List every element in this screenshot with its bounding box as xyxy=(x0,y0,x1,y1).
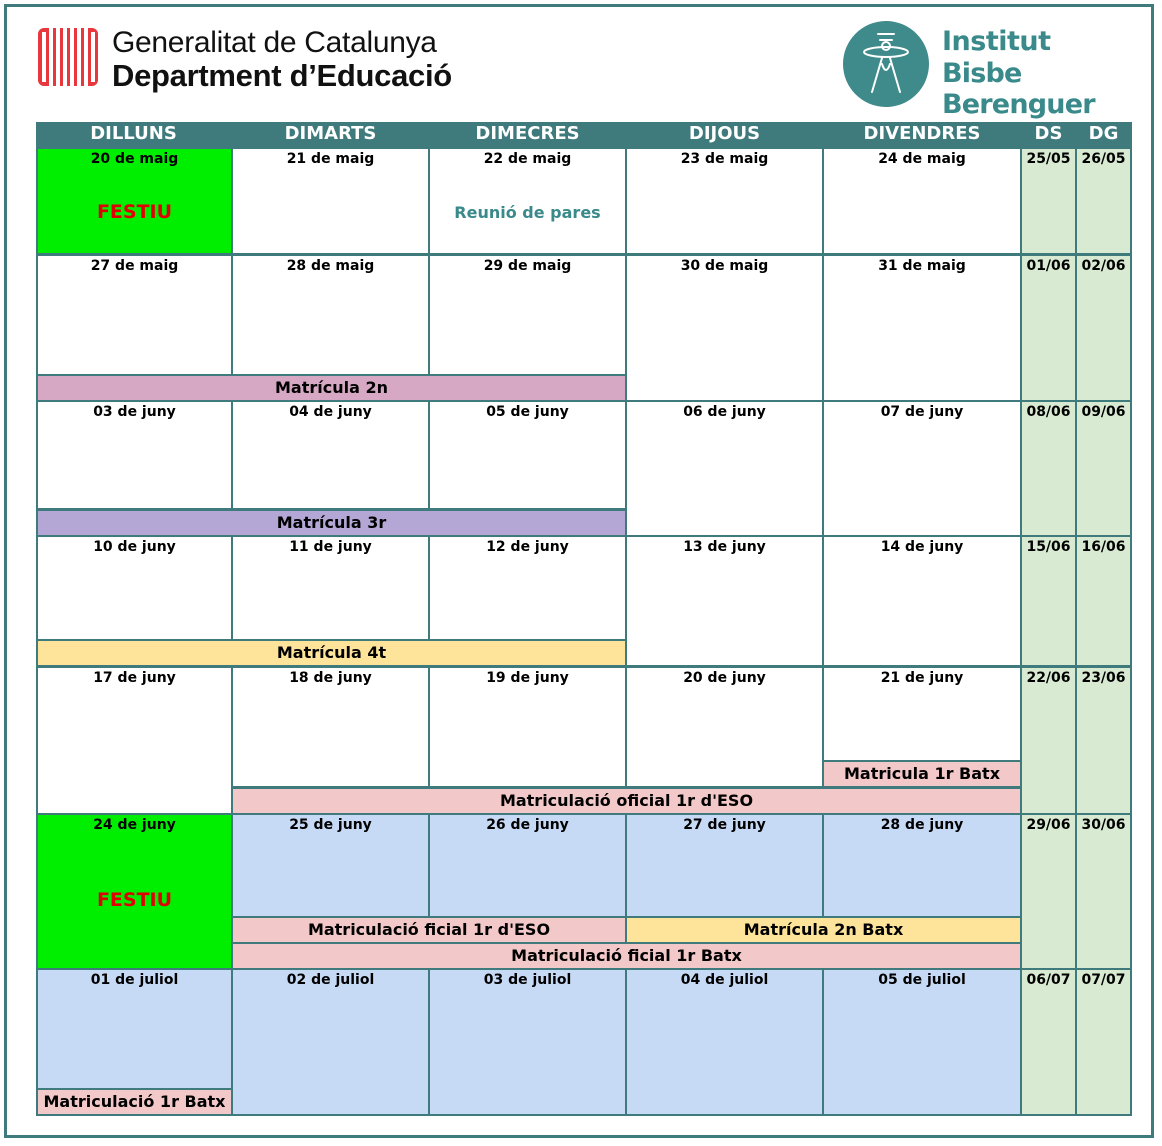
weekend-cell xyxy=(1077,668,1130,813)
institut-name: Bisbe Berenguer xyxy=(942,58,1095,120)
day-date: 02 de juliol xyxy=(286,972,375,988)
day-date: 27 de juny xyxy=(683,817,766,833)
day-date: 12 de juny xyxy=(486,539,569,555)
weekend-cell xyxy=(1077,256,1130,400)
day-date: 26/05 xyxy=(1081,151,1126,167)
matriculacio-oficial-1r-eso-bar: Matriculació oficial 1r d'ESO xyxy=(233,789,1020,813)
day-cell xyxy=(824,256,1020,400)
day-date: 18 de juny xyxy=(289,670,372,686)
matricula-2n-bar: Matrícula 2n xyxy=(38,376,625,400)
column-header-dimarts: DIMARTS xyxy=(233,122,428,146)
day-cell xyxy=(233,256,428,374)
weekend-cell xyxy=(1022,970,1075,1114)
day-cell xyxy=(38,815,231,968)
day-cell xyxy=(627,149,822,253)
department-name: Department d’Educació xyxy=(112,58,452,93)
matriculacio-1r-batx-bar: Matriculació 1r Batx xyxy=(38,1090,231,1114)
matricula-4t-bar: Matrícula 4t xyxy=(38,641,625,665)
day-cell xyxy=(233,149,428,253)
day-cell xyxy=(824,537,1020,665)
column-header-dilluns: DILLUNS xyxy=(36,122,231,146)
day-cell xyxy=(430,815,625,916)
matricula-1r-batx-bar: Matricula 1r Batx xyxy=(824,762,1020,786)
day-date: 27 de maig xyxy=(90,258,179,274)
day-cell xyxy=(430,149,625,253)
weekend-cell xyxy=(1077,402,1130,535)
day-date: 28 de juny xyxy=(880,817,964,833)
institut-logo-icon xyxy=(842,20,930,108)
day-date: 22 de maig xyxy=(483,151,572,167)
matricula-3r-bar: Matrícula 3r xyxy=(38,511,625,535)
day-date: 08/06 xyxy=(1026,404,1071,420)
weekend-cell xyxy=(1077,970,1130,1114)
day-cell xyxy=(627,402,822,535)
institut-label: Institut xyxy=(942,26,1051,57)
day-cell xyxy=(38,537,231,639)
day-date: 23/06 xyxy=(1081,670,1126,686)
day-cell xyxy=(824,402,1020,535)
day-cell xyxy=(38,402,231,508)
day-date: 15/06 xyxy=(1026,539,1071,555)
day-date: 06/07 xyxy=(1026,972,1071,988)
day-date: 29/06 xyxy=(1026,817,1071,833)
calendar-grid xyxy=(36,122,1132,1116)
weekend-cell xyxy=(1022,256,1075,400)
column-header-dimecres: DIMECRES xyxy=(430,122,625,146)
day-date: 10 de juny xyxy=(93,539,176,555)
day-date: 25 de juny xyxy=(289,817,372,833)
day-cell xyxy=(233,815,428,916)
generalitat-logo-icon xyxy=(36,22,100,90)
day-date: 25/05 xyxy=(1026,151,1071,167)
day-cell xyxy=(233,537,428,639)
day-cell xyxy=(627,537,822,665)
day-cell xyxy=(430,537,625,639)
day-date: 21 de juny xyxy=(880,670,964,686)
day-date: 03 de juny xyxy=(93,404,176,420)
day-cell xyxy=(38,668,231,813)
day-date: 31 de maig xyxy=(878,258,966,274)
day-cell xyxy=(233,402,428,508)
day-date: 04 de juliol xyxy=(680,972,769,988)
day-date: 01/06 xyxy=(1026,258,1071,274)
day-date: 07/07 xyxy=(1081,972,1126,988)
weekend-cell xyxy=(1022,815,1075,968)
day-date: 13 de juny xyxy=(683,539,766,555)
day-date: 17 de juny xyxy=(93,670,176,686)
day-cell xyxy=(824,815,1020,916)
matriculacio-ficial-1r-batx-bar: Matriculació ficial 1r Batx xyxy=(233,944,1020,968)
column-header-dg: DG xyxy=(1077,122,1130,146)
matriculacio-ficial-1r-eso-bar: Matriculació ficial 1r d'ESO xyxy=(233,918,625,942)
day-cell xyxy=(233,668,428,786)
day-cell xyxy=(824,149,1020,253)
day-date: 03 de juliol xyxy=(483,972,572,988)
day-cell xyxy=(430,970,625,1114)
day-date: 04 de juny xyxy=(289,404,372,420)
day-date: 20 de maig xyxy=(90,151,179,167)
day-date: 24 de maig xyxy=(878,151,966,167)
column-header-ds: DS xyxy=(1022,122,1075,146)
day-date: 14 de juny xyxy=(880,539,964,555)
day-date: 28 de maig xyxy=(286,258,375,274)
day-cell xyxy=(38,256,231,374)
weekend-cell xyxy=(1022,149,1075,253)
day-cell xyxy=(430,256,625,374)
day-date: 11 de juny xyxy=(289,539,372,555)
weekend-cell xyxy=(1022,402,1075,535)
day-date: 02/06 xyxy=(1081,258,1126,274)
weekend-cell xyxy=(1077,815,1130,968)
day-date: 24 de juny xyxy=(93,817,176,833)
weekend-cell xyxy=(1022,668,1075,813)
day-cell xyxy=(430,668,625,786)
day-date: 19 de juny xyxy=(486,670,569,686)
day-cell xyxy=(38,149,231,253)
column-header-divendres: DIVENDRES xyxy=(824,122,1020,146)
day-date: 20 de juny xyxy=(683,670,766,686)
day-date: 06 de juny xyxy=(683,404,766,420)
day-date: 26 de juny xyxy=(486,817,569,833)
day-cell xyxy=(627,668,822,786)
day-date: 16/06 xyxy=(1081,539,1126,555)
matricula-2n-batx-bar: Matrícula 2n Batx xyxy=(627,918,1020,942)
day-cell xyxy=(824,668,1020,760)
day-date: 30 de maig xyxy=(680,258,769,274)
day-date: 07 de juny xyxy=(880,404,964,420)
day-cell xyxy=(824,970,1020,1114)
day-cell xyxy=(430,402,625,508)
day-date: 29 de maig xyxy=(483,258,572,274)
day-date: 05 de juliol xyxy=(878,972,966,988)
day-date: 01 de juliol xyxy=(90,972,179,988)
day-date: 09/06 xyxy=(1081,404,1126,420)
day-date: 30/06 xyxy=(1081,817,1126,833)
day-cell xyxy=(233,970,428,1114)
weekend-cell xyxy=(1077,149,1130,253)
generalitat-name: Generalitat de Catalunya xyxy=(112,26,437,59)
festiu-label: FESTIU xyxy=(96,201,173,223)
day-cell xyxy=(38,970,231,1088)
day-date: 23 de maig xyxy=(680,151,769,167)
column-header-dijous: DIJOUS xyxy=(627,122,822,146)
festiu-label: FESTIU xyxy=(96,889,173,911)
weekend-cell xyxy=(1022,537,1075,665)
reunio-label: Reunió de pares xyxy=(454,203,601,222)
day-cell xyxy=(627,815,822,916)
day-date: 21 de maig xyxy=(286,151,375,167)
day-date: 22/06 xyxy=(1026,670,1071,686)
weekend-cell xyxy=(1077,537,1130,665)
day-date: 05 de juny xyxy=(486,404,569,420)
day-cell xyxy=(627,256,822,400)
day-cell xyxy=(627,970,822,1114)
